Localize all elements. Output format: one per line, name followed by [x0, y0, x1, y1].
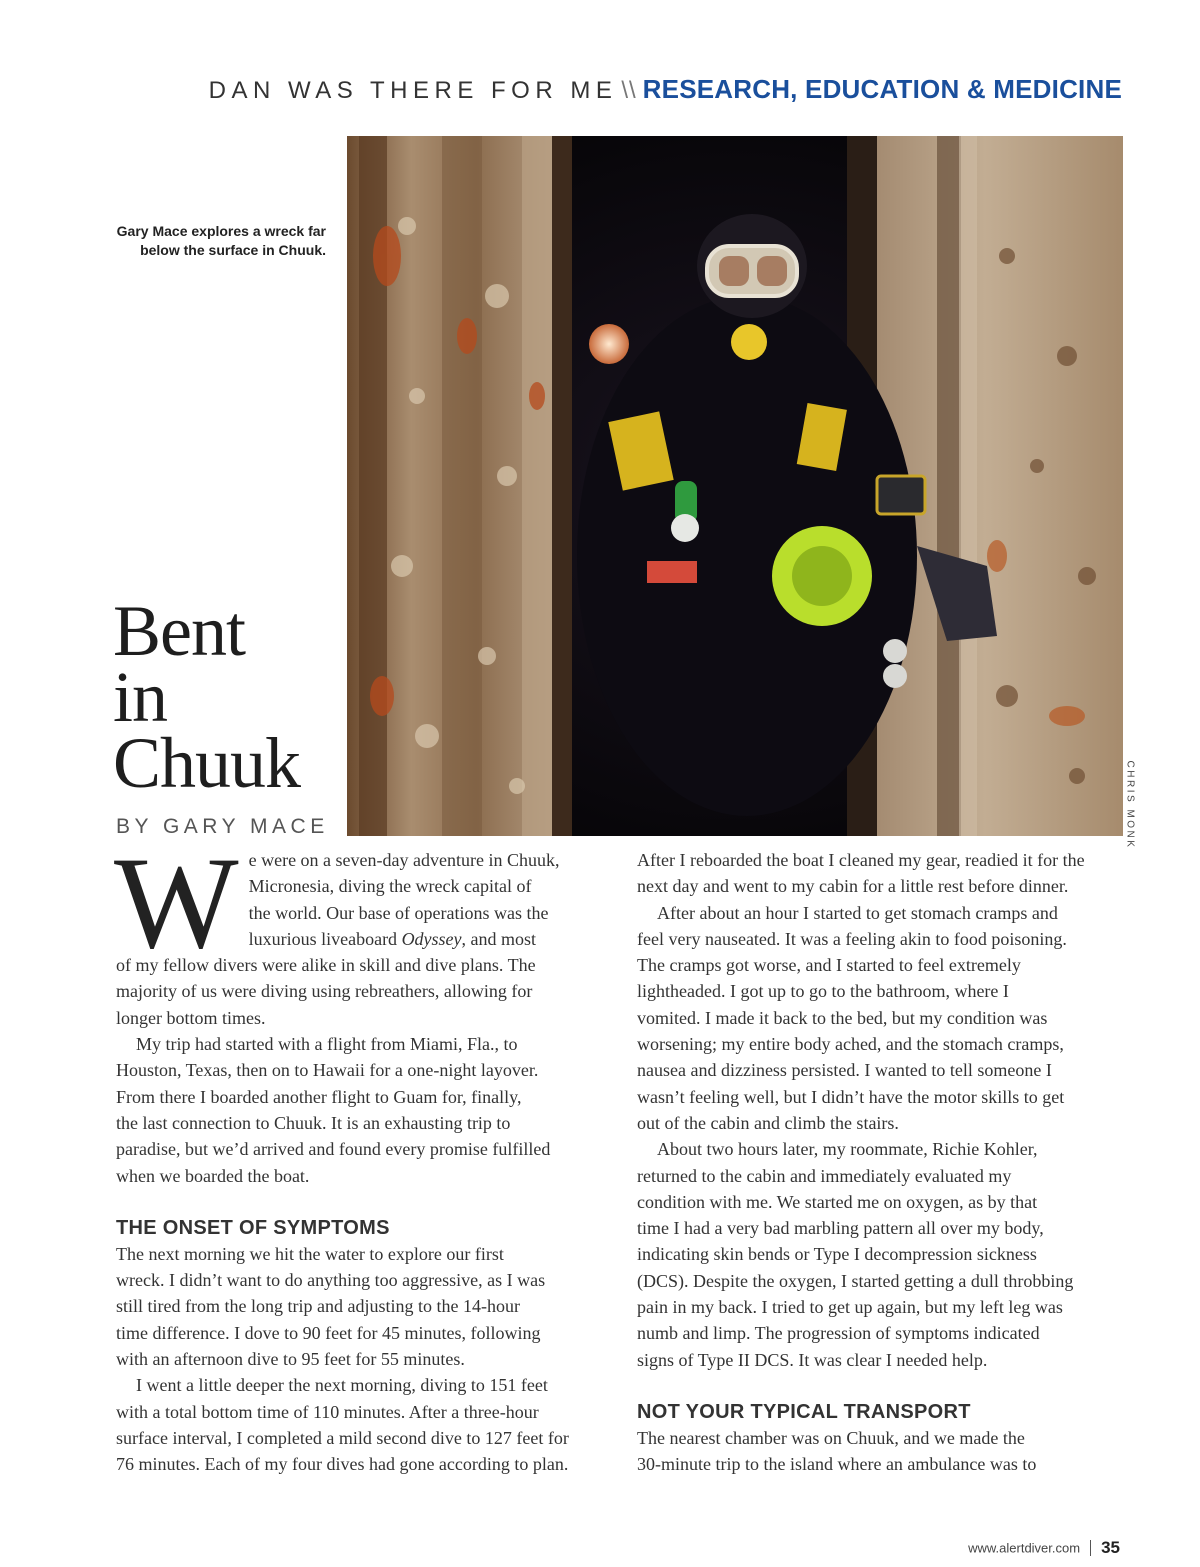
text-line: 30-minute trip to the island where an ambulance was to	[637, 1454, 1037, 1475]
text-line: signs of Type II DCS. It was clear I needed help.	[637, 1349, 988, 1370]
paragraph	[114, 829, 608, 1031]
text-line: wreck. I didn’t want to do anything too aggressive, as I was	[116, 1270, 546, 1291]
diver-photo-illustration	[347, 136, 1123, 836]
drop-cap: W	[114, 829, 239, 976]
text-line: About two hours later, my roommate, Richie Kohler,	[657, 1139, 1038, 1160]
caption-line: below the surface in Chuuk.	[140, 242, 326, 258]
ship-name: Odyssey	[401, 928, 462, 949]
title-line: Bent	[113, 591, 245, 671]
page-footer	[968, 1538, 1120, 1558]
article-column-left	[114, 829, 608, 1478]
header-kicker: DAN WAS THERE FOR ME	[208, 77, 618, 104]
text-line: e were on a seven-day adventure in Chuuk,	[248, 850, 560, 870]
paragraph	[637, 847, 1127, 900]
text-line: My trip had started with a flight from Miami, Fla., to	[136, 1034, 518, 1055]
header-separator: \\	[621, 77, 637, 104]
photo-credit-text: CHRIS MONK	[1124, 760, 1136, 850]
text-line: with a total bottom time of 110 minutes. After a three-hour	[116, 1401, 539, 1422]
text-line: lightheaded. I got up to go to the bathroom, where I	[637, 981, 1009, 1002]
article-column-right	[637, 847, 1127, 1478]
header-section: RESEARCH, EDUCATION & MEDICINE	[642, 74, 1122, 104]
text-line: returned to the cabin and immediately evaluated my	[637, 1165, 1012, 1186]
text-line: time I had a very bad marbling pattern all over my body,	[637, 1218, 1044, 1239]
text-line: wasn’t feeling well, but I didn’t have the motor skills to get	[637, 1086, 1065, 1107]
text-line: still tired from the long trip and adjusting to the 14-hour	[116, 1296, 520, 1317]
paragraph	[637, 1136, 1127, 1373]
subhead-transport: NOT YOUR TYPICAL TRANSPORT	[637, 1400, 971, 1423]
text-line: next day and went to my cabin for a little rest before dinner.	[637, 876, 1069, 897]
text-line: After I reboarded the boat I cleaned my gear, readied it for the	[637, 850, 1085, 870]
paragraph	[637, 1425, 1127, 1478]
title-line: in	[113, 657, 168, 737]
title-line: Chuuk	[113, 723, 301, 803]
article-title	[113, 591, 301, 803]
text-span: , and most	[461, 928, 537, 949]
text-line: The nearest chamber was on Chuuk, and we made the	[637, 1427, 1025, 1448]
text-line: indicating skin bends or Type I decompression sickness	[637, 1244, 1037, 1265]
paragraph	[116, 1241, 608, 1372]
text-line: feel very nauseated. It was a feeling akin to food poisoning.	[637, 928, 1067, 949]
photo-caption	[100, 222, 326, 260]
text-line: The next morning we hit the water to explore our first	[116, 1243, 504, 1264]
text-line: numb and limp. The progression of symptoms indicated	[637, 1323, 1040, 1344]
footer-divider	[1090, 1540, 1091, 1556]
text-line: vomited. I made it back to the bed, but my condition was	[637, 1007, 1048, 1028]
footer-url[interactable]: www.alertdiver.com	[968, 1540, 1081, 1556]
subhead-onset: THE ONSET OF SYMPTOMS	[116, 1216, 390, 1239]
text-line: time difference. I dove to 90 feet for 45 minutes, following	[116, 1322, 541, 1343]
text-line: the world. Our base of operations was the	[248, 902, 549, 923]
text-line: longer bottom times.	[116, 1007, 266, 1028]
text-line: After about an hour I started to get stomach cramps and	[657, 902, 1058, 923]
text-span: luxurious liveaboard	[248, 928, 402, 949]
paragraph	[116, 1372, 608, 1477]
text-line: condition with me. We started me on oxygen, as by that	[637, 1191, 1038, 1212]
running-header	[0, 74, 1122, 105]
text-line: The cramps got worse, and I started to feel extremely	[637, 955, 1021, 976]
text-line: Houston, Texas, then on to Hawaii for a one-night layover.	[116, 1060, 539, 1081]
text-line: From there I boarded another flight to Guam for, finally,	[116, 1086, 522, 1107]
photo-credit	[1120, 760, 1140, 850]
caption-line: Gary Mace explores a wreck far	[116, 223, 326, 239]
text-line: (DCS). Despite the oxygen, I started getting a dull throbbing	[637, 1270, 1074, 1291]
text-line: worsening; my entire body ached, and the stomach cramps,	[637, 1034, 1064, 1055]
text-line: surface interval, I completed a mild second dive to 127 feet for	[116, 1427, 569, 1448]
byline: BY GARY MACE	[116, 815, 329, 838]
text-line: when we boarded the boat.	[116, 1165, 310, 1186]
text-line: pain in my back. I tried to get up again, but my left leg was	[637, 1297, 1063, 1318]
text-line: majority of us were diving using rebreathers, allowing for	[116, 981, 533, 1002]
page-number: 35	[1101, 1538, 1120, 1557]
text-line: 76 minutes. Each of my four dives had gone according to plan.	[116, 1454, 569, 1475]
text-line: out of the cabin and climb the stairs.	[637, 1112, 899, 1133]
paragraph	[637, 900, 1127, 1137]
text-line: nausea and dizziness persisted. I wanted to tell someone I	[637, 1060, 1052, 1081]
text-line: paradise, but we’d arrived and found every promise fulfilled	[116, 1139, 551, 1160]
article-photo	[347, 136, 1123, 836]
paragraph	[116, 1031, 608, 1189]
text-line: Micronesia, diving the wreck capital of	[248, 876, 532, 897]
text-line: with an afternoon dive to 95 feet for 55 minutes.	[116, 1349, 465, 1370]
text-line: I went a little deeper the next morning, diving to 151 feet	[136, 1375, 548, 1396]
text-line: of my fellow divers were alike in skill and dive plans. The	[116, 955, 536, 976]
text-line: the last connection to Chuuk. It is an exhausting trip to	[116, 1112, 511, 1133]
